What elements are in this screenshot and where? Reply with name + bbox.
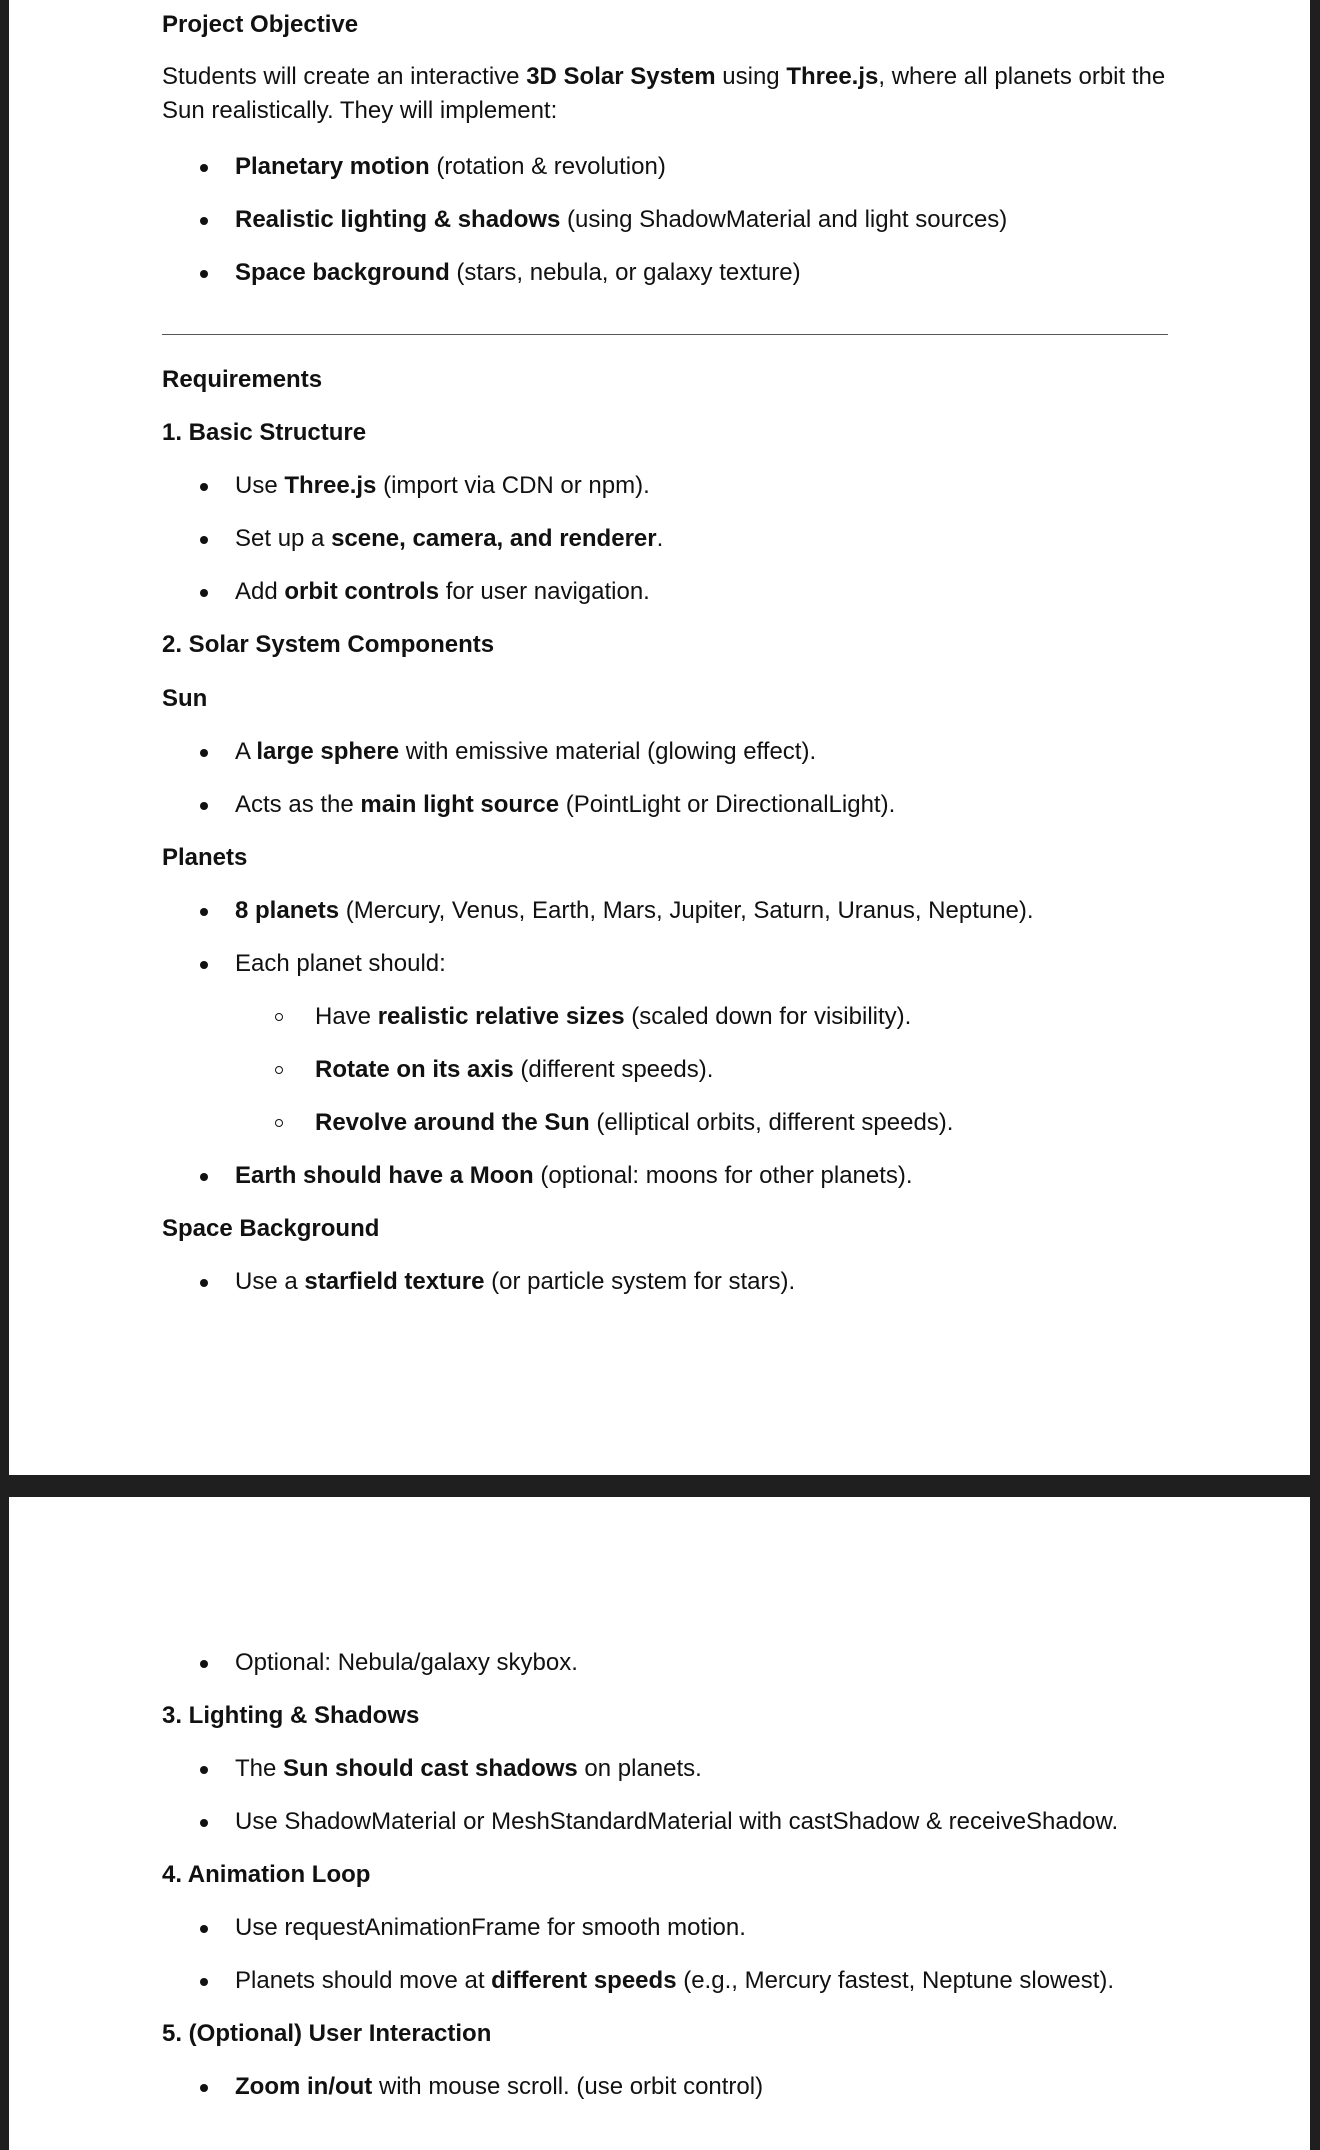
- list-item: Each planet should:: [235, 950, 446, 977]
- list-item: Use Three.js (import via CDN or npm).: [235, 472, 650, 499]
- objective-paragraph: Students will create an interactive 3D Solar System using Three.js, where all planets orbit the Sun realistically. They will implement:: [162, 63, 1166, 124]
- list-item: Set up a scene, camera, and renderer.: [235, 525, 664, 552]
- list-item: A large sphere with emissive material (glowing effect).: [235, 738, 817, 765]
- subsection-heading-lighting: 3. Lighting & Shadows: [162, 1702, 420, 1729]
- list-item: Acts as the main light source (PointLight or DirectionalLight).: [235, 791, 896, 818]
- heading-sun: Sun: [162, 685, 208, 712]
- list-item: Add orbit controls for user navigation.: [235, 578, 650, 605]
- horizontal-divider: [162, 334, 1168, 335]
- section-heading-requirements: Requirements: [162, 366, 323, 393]
- list-item: Planetary motion (rotation & revolution): [235, 153, 666, 180]
- list-item: Zoom in/out with mouse scroll. (use orbit control): [235, 2073, 764, 2100]
- section-heading-objective: Project Objective: [162, 11, 359, 38]
- document-page-1: [9, 0, 1310, 1475]
- sub-list-item: Revolve around the Sun (elliptical orbits, different speeds).: [315, 1109, 954, 1136]
- list-item: Optional: Nebula/galaxy skybox.: [235, 1649, 578, 1676]
- sub-list-item: Have realistic relative sizes (scaled down for visibility).: [315, 1003, 912, 1030]
- subsection-heading-components: 2. Solar System Components: [162, 631, 495, 658]
- list-item: Use requestAnimationFrame for smooth motion.: [235, 1914, 746, 1941]
- subsection-heading-interaction: 5. (Optional) User Interaction: [162, 2020, 492, 2047]
- heading-planets: Planets: [162, 844, 248, 871]
- list-item: The Sun should cast shadows on planets.: [235, 1755, 702, 1782]
- subsection-heading-basic-structure: 1. Basic Structure: [162, 419, 367, 446]
- list-item: Use a starfield texture (or particle system for stars).: [235, 1268, 796, 1295]
- document-page-2: [9, 1497, 1310, 2150]
- list-item: Space background (stars, nebula, or galaxy texture): [235, 259, 801, 286]
- list-item: 8 planets (Mercury, Venus, Earth, Mars, Jupiter, Saturn, Uranus, Neptune).: [235, 897, 1034, 924]
- list-item: Earth should have a Moon (optional: moons for other planets).: [235, 1162, 913, 1189]
- list-item: Realistic lighting & shadows (using ShadowMaterial and light sources): [235, 206, 1008, 233]
- heading-space-background: Space Background: [162, 1215, 380, 1242]
- sub-list-item: Rotate on its axis (different speeds).: [315, 1056, 714, 1083]
- list-item: Planets should move at different speeds (e.g., Mercury fastest, Neptune slowest).: [235, 1967, 1115, 1994]
- list-item: Use ShadowMaterial or MeshStandardMaterial with castShadow & receiveShadow.: [235, 1808, 1119, 1835]
- subsection-heading-animation: 4. Animation Loop: [162, 1861, 371, 1888]
